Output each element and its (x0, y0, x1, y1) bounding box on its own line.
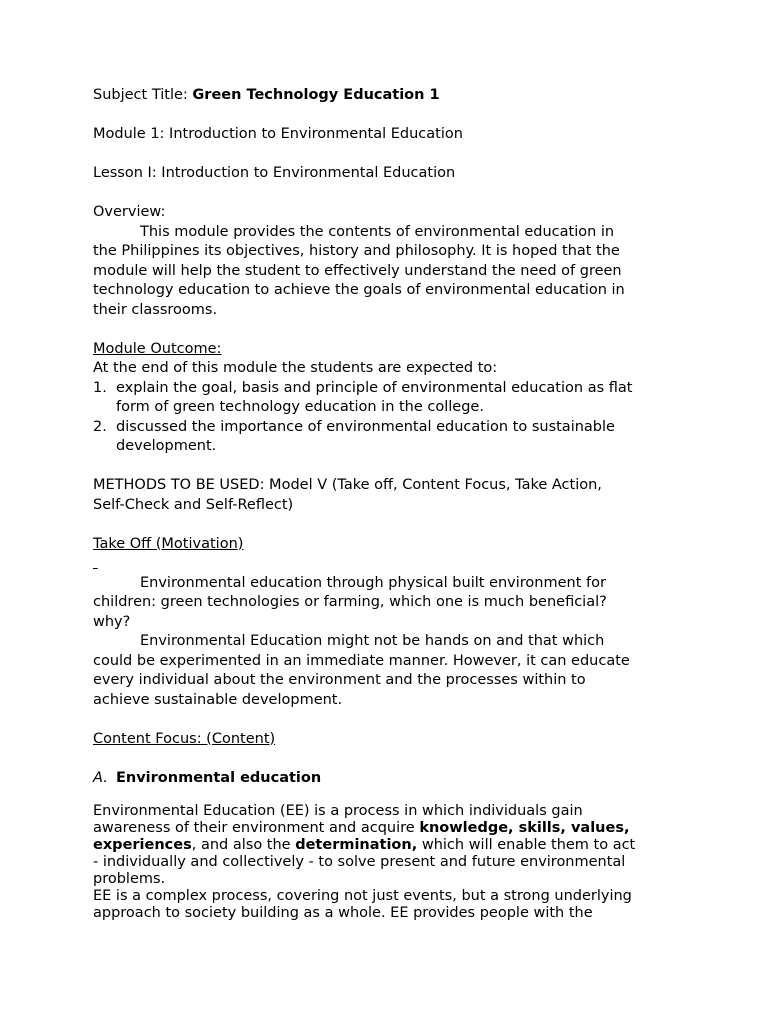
outcome-item-2: 2. discussed the importance of environmental education to sustainable development. (93, 418, 683, 457)
take-off-para2-line-4: achieve sustainable development. (93, 691, 343, 708)
take-off-para1-line-1: Environmental education through physical built environment for (140, 574, 606, 591)
ee-para1-line-5: problems. (93, 871, 166, 887)
section-a-heading (93, 769, 683, 789)
document-page (93, 86, 683, 922)
content-focus-heading: Content Focus: (Content) (93, 730, 276, 747)
module-outcome-heading: Module Outcome: (93, 340, 222, 357)
outcome-item-number: 2. (93, 418, 107, 435)
overview-line-3: module will help the student to effectively understand the need of green (93, 262, 622, 279)
module-outcome-intro: At the end of this module the students are expected to: (93, 360, 498, 376)
ee-para2-line-2: approach to society building as a whole. EE provides people with the (93, 905, 593, 921)
ee-para1-line-4: - individually and collectively - to solve present and future environmental (93, 854, 626, 870)
section-a-title: Environmental education (116, 769, 322, 786)
subject-title-value: Green Technology Education 1 (192, 87, 440, 103)
subject-title-label: Subject Title: (93, 87, 193, 103)
section-a-letter: A. (93, 769, 108, 786)
outcome-item-1: 1. explain the goal, basis and principle of environmental education as flat form of green technology education in the college. (93, 379, 683, 418)
subject-title (93, 86, 683, 106)
methods-line-2: Self-Check and Self-Reflect) (93, 496, 294, 513)
take-off-para1-line-3: why? (93, 613, 131, 630)
outcome-item-number: 1. (93, 379, 107, 396)
take-off-heading: Take Off (Motivation) (93, 535, 244, 552)
ee-para1-line-2: awareness of their environment and acquire knowledge, skills, values, (93, 820, 630, 836)
ee-para1-line-1: Environmental Education (EE) is a process in which individuals gain (93, 803, 583, 819)
take-off-para1-line-2: children: green technologies or farming, which one is much beneficial? (93, 594, 607, 610)
take-off-para2-line-3: every individual about the environment and the processes within to (93, 672, 586, 688)
methods-line-1: METHODS TO BE USED: Model V (Take off, Content Focus, Take Action, (93, 477, 602, 493)
ee-para1-line-3: experiences, and also the determination, which will enable them to act (93, 837, 636, 853)
overview-heading: Overview: (93, 204, 166, 220)
take-off-blank-underline (93, 554, 683, 574)
overview-line-2: the Philippines its objectives, history and philosophy. It is hoped that the (93, 243, 620, 259)
take-off-para2-line-1: Environmental Education might not be hands on and that which (140, 633, 605, 649)
overview-line-5: their classrooms. (93, 301, 218, 318)
overview-line-4: technology education to achieve the goals of environmental education in (93, 282, 625, 298)
ee-para2-line-1: EE is a complex process, covering not just events, but a strong underlying (93, 888, 632, 904)
lesson-title: Lesson I: Introduction to Environmental Education (93, 165, 456, 181)
module-title: Module 1: Introduction to Environmental Education (93, 126, 463, 142)
take-off-para2-line-2: could be experimented in an immediate manner. However, it can educate (93, 652, 630, 669)
overview-line-1: This module provides the contents of environmental education in (140, 223, 615, 240)
